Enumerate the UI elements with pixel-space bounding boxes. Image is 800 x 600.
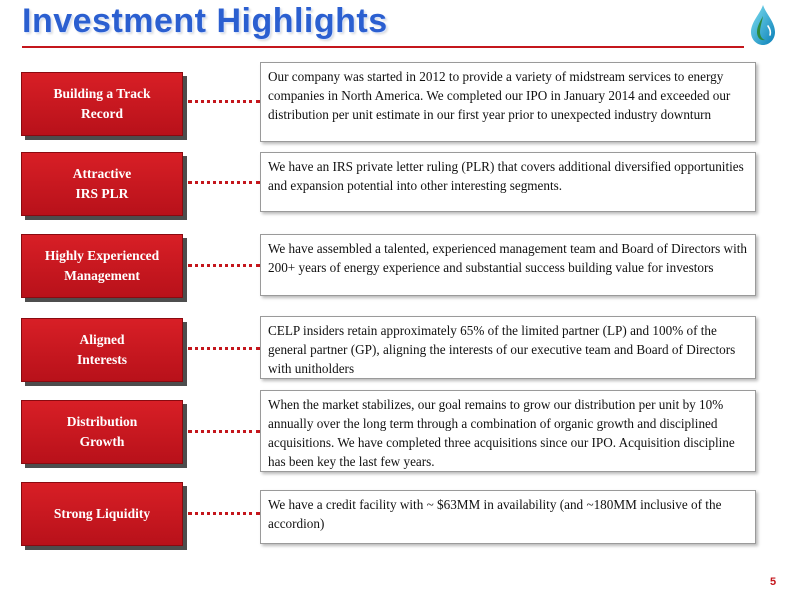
highlight-description: Our company was started in 2012 to provide a variety of midstream services to energy companies in North America. We completed our IPO in January 2014 and exceeded our distribution per unit estimate in our first year prior to unexpected industry downturn	[260, 62, 756, 142]
highlight-row	[0, 234, 800, 304]
dotted-connector	[188, 347, 260, 350]
highlight-label: Attractive IRS PLR	[21, 152, 183, 216]
dotted-connector	[188, 264, 260, 267]
highlight-description: We have an IRS private letter ruling (PLR) that covers additional diversified opportunities and expansion potential into other interesting segments.	[260, 152, 756, 212]
water-drop-icon	[748, 4, 778, 46]
dotted-connector	[188, 100, 260, 103]
highlight-label: Strong Liquidity	[21, 482, 183, 546]
highlight-label: Aligned Interests	[21, 318, 183, 382]
highlight-description: We have a credit facility with ~ $63MM in availability (and ~180MM inclusive of the accordion)	[260, 490, 756, 544]
highlight-row	[0, 70, 800, 140]
highlight-row	[0, 152, 800, 222]
highlight-label: Highly Experienced Management	[21, 234, 183, 298]
dotted-connector	[188, 430, 260, 433]
title-underline	[22, 46, 744, 48]
highlight-description: When the market stabilizes, our goal remains to grow our distribution per unit by 10% annually over the long term through a combination of organic growth and disciplined acquisitions. We have completed three acquisitions since our IPO. Acquisition discipline has been key the last few years.	[260, 390, 756, 472]
highlight-description: We have assembled a talented, experienced management team and Board of Directors with 200+ years of energy experience and substantial success building value for investors	[260, 234, 756, 296]
highlight-label: Building a Track Record	[21, 72, 183, 136]
highlight-row	[0, 397, 800, 470]
dotted-connector	[188, 181, 260, 184]
highlight-row	[0, 482, 800, 552]
page-number: 5	[770, 576, 777, 588]
highlight-description: CELP insiders retain approximately 65% of the limited partner (LP) and 100% of the general partner (GP), aligning the interests of our executive team and Board of Directors with unitholders	[260, 316, 756, 379]
slide-title: Investment Highlights	[22, 2, 388, 40]
dotted-connector	[188, 512, 260, 515]
highlight-row	[0, 316, 800, 386]
highlight-label: Distribution Growth	[21, 400, 183, 464]
